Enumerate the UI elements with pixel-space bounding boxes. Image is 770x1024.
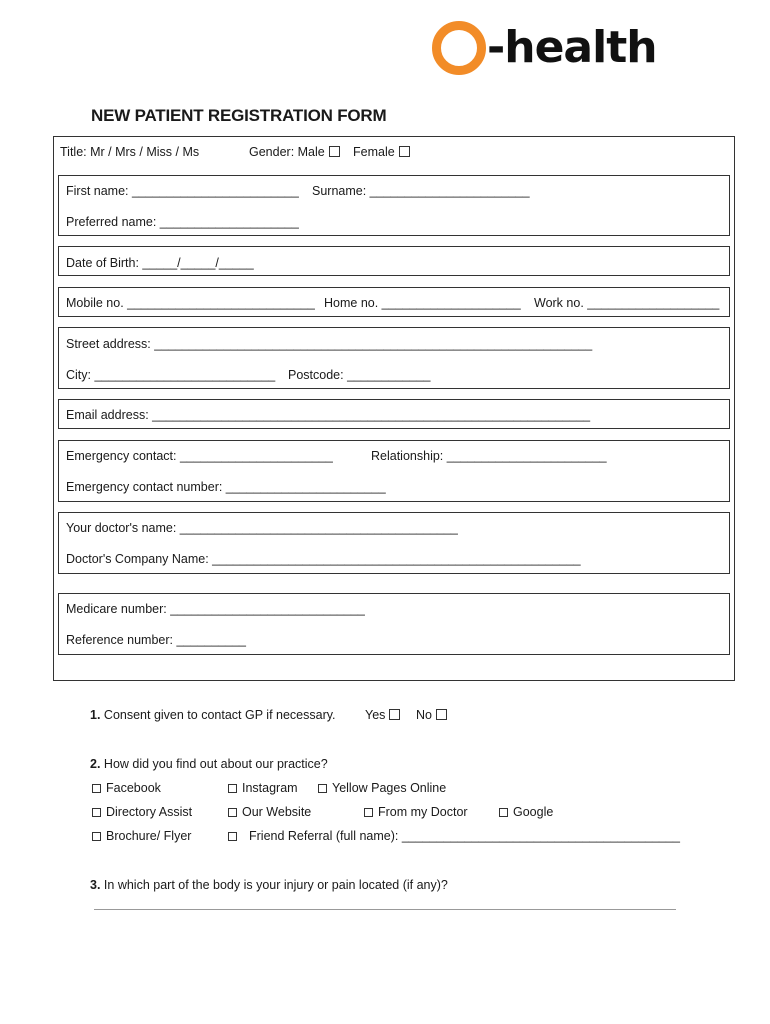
option-google[interactable] bbox=[499, 806, 553, 819]
consent-no-label: No bbox=[416, 708, 432, 722]
question-1 bbox=[90, 709, 336, 722]
gender-female-option[interactable] bbox=[353, 146, 410, 159]
question-3-number: 3. bbox=[90, 878, 101, 892]
preferred-name-field[interactable]: Preferred name: ____________________ bbox=[66, 215, 299, 229]
option-friend-referral[interactable] bbox=[228, 830, 680, 843]
doctor-name-field[interactable]: Your doctor's name: ________________________________________ bbox=[66, 521, 458, 535]
consent-no-option[interactable] bbox=[416, 709, 447, 722]
consent-yes-checkbox[interactable] bbox=[389, 709, 400, 720]
question-2-number: 2. bbox=[90, 757, 101, 771]
question-3-text: In which part of the body is your injury or pain located (if any)? bbox=[103, 878, 448, 892]
google-label: Google bbox=[513, 805, 554, 819]
work-phone-field[interactable]: Work no. ___________________ bbox=[534, 296, 720, 310]
consent-yes-option[interactable] bbox=[365, 709, 400, 722]
question-1-number: 1. bbox=[90, 708, 101, 722]
friend-referral-checkbox[interactable] bbox=[228, 832, 237, 841]
yellow-pages-label: Yellow Pages Online bbox=[332, 781, 447, 795]
brochure-checkbox[interactable] bbox=[92, 832, 101, 841]
option-our-website[interactable] bbox=[228, 806, 311, 819]
gender-male-option[interactable] bbox=[249, 146, 340, 159]
doctor-company-field[interactable]: Doctor's Company Name: _____________________________________________________ bbox=[66, 552, 581, 566]
surname-field[interactable]: Surname: _______________________ bbox=[312, 184, 530, 198]
directory-assist-checkbox[interactable] bbox=[92, 808, 101, 817]
option-directory-assist[interactable] bbox=[92, 806, 192, 819]
instagram-label: Instagram bbox=[242, 781, 298, 795]
first-name-field[interactable]: First name: ________________________ bbox=[66, 184, 299, 198]
medicare-number-field[interactable]: Medicare number: ____________________________ bbox=[66, 602, 365, 616]
consent-yes-label: Yes bbox=[365, 708, 386, 722]
female-checkbox[interactable] bbox=[399, 146, 410, 157]
reference-number-field[interactable]: Reference number: __________ bbox=[66, 633, 246, 647]
brochure-label: Brochure/ Flyer bbox=[106, 829, 192, 843]
option-from-my-doctor[interactable] bbox=[364, 806, 468, 819]
question-1-text: Consent given to contact GP if necessary. bbox=[103, 708, 336, 722]
our-website-checkbox[interactable] bbox=[228, 808, 237, 817]
logo-text: -health bbox=[487, 22, 657, 73]
title-field[interactable]: Title: Mr / Mrs / Miss / Ms bbox=[60, 145, 200, 159]
gender-male-label: Gender: Male bbox=[249, 145, 325, 159]
emergency-number-field[interactable]: Emergency contact number: _______________________ bbox=[66, 480, 386, 494]
form-title: NEW PATIENT REGISTRATION FORM bbox=[91, 106, 387, 125]
directory-assist-label: Directory Assist bbox=[106, 805, 193, 819]
mobile-field[interactable]: Mobile no. ___________________________ bbox=[66, 296, 315, 310]
logo-ring-icon bbox=[432, 21, 486, 75]
from-my-doctor-label: From my Doctor bbox=[378, 805, 468, 819]
yellow-pages-checkbox[interactable] bbox=[318, 784, 327, 793]
option-brochure[interactable] bbox=[92, 830, 191, 843]
relationship-field[interactable]: Relationship: _______________________ bbox=[371, 449, 607, 463]
o-health-logo bbox=[432, 20, 657, 76]
emergency-contact-field[interactable]: Emergency contact: ______________________ bbox=[66, 449, 333, 463]
option-yellow-pages[interactable] bbox=[318, 782, 446, 795]
friend-referral-label: Friend Referral (full name): ________________________________________ bbox=[249, 829, 680, 843]
city-field[interactable]: City: __________________________ bbox=[66, 368, 276, 382]
facebook-checkbox[interactable] bbox=[92, 784, 101, 793]
question-2-text: How did you find out about our practice? bbox=[103, 757, 328, 771]
consent-no-checkbox[interactable] bbox=[436, 709, 447, 720]
email-field[interactable]: Email address: _______________________________________________________________ bbox=[66, 408, 591, 422]
facebook-label: Facebook bbox=[106, 781, 161, 795]
question-2 bbox=[90, 758, 328, 771]
google-checkbox[interactable] bbox=[499, 808, 508, 817]
question-3 bbox=[90, 879, 448, 892]
injury-answer-line[interactable] bbox=[94, 909, 676, 910]
option-instagram[interactable] bbox=[228, 782, 298, 795]
instagram-checkbox[interactable] bbox=[228, 784, 237, 793]
date-of-birth-field[interactable]: Date of Birth: _____/_____/_____ bbox=[66, 256, 254, 270]
from-my-doctor-checkbox[interactable] bbox=[364, 808, 373, 817]
male-checkbox[interactable] bbox=[329, 146, 340, 157]
gender-female-label: Female bbox=[353, 145, 395, 159]
option-facebook[interactable] bbox=[92, 782, 161, 795]
street-address-field[interactable]: Street address: _______________________________________________________________ bbox=[66, 337, 593, 351]
our-website-label: Our Website bbox=[242, 805, 312, 819]
postcode-field[interactable]: Postcode: ____________ bbox=[288, 368, 431, 382]
home-phone-field[interactable]: Home no. ____________________ bbox=[324, 296, 521, 310]
